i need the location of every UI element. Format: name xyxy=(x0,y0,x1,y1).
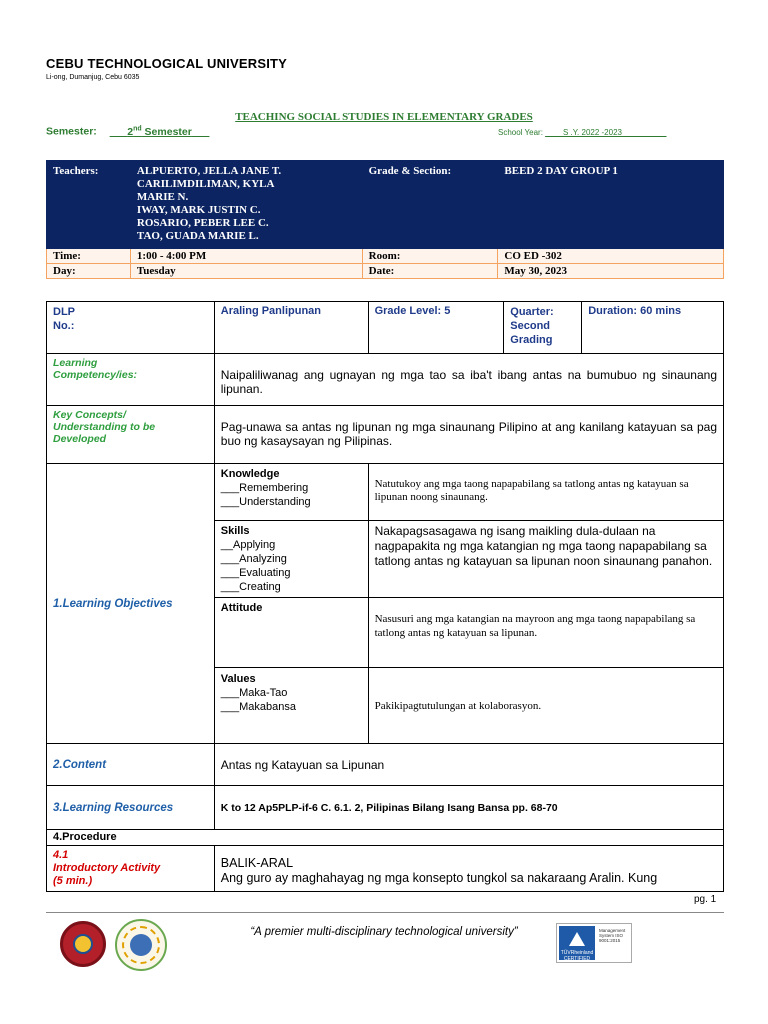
knowledge-text: Natutukoy ang mga taong napapabilang sa tatlong antas ng katayuan sa lipunan noong sinaunang. xyxy=(368,464,723,521)
teacher-name: CARILIMDILIMAN, KYLA xyxy=(136,178,275,190)
quarter-value: Second xyxy=(510,320,551,332)
dlp-label: DLP xyxy=(53,306,75,318)
teachers-label: Teachers: xyxy=(47,161,131,249)
content-text: Antas ng Katayuan sa Lipunan xyxy=(214,744,723,786)
values-item: ___Makabansa xyxy=(220,701,296,713)
competency-label-line: Learning xyxy=(53,357,98,369)
skills-item: ___Creating xyxy=(220,581,281,593)
intro-text: Ang guro ay maghahayag ng mga konsepto tungkol sa nakaraang Aralin. Kung xyxy=(220,871,658,885)
cert-text: Management System ISO 9001:2015 xyxy=(599,928,626,943)
quarter-cell xyxy=(504,302,582,354)
grade-level: Grade Level: 5 xyxy=(368,302,504,354)
quarter-value: Grading xyxy=(510,334,553,346)
day-value: Tuesday xyxy=(130,264,362,279)
footer-divider xyxy=(46,912,724,913)
footer-tagline: “A premier multi-disciplinary technological university” xyxy=(250,926,518,938)
dlp-label: No.: xyxy=(53,320,75,332)
intro-heading: BALIK-ARAL xyxy=(220,856,294,870)
tuv-triangle-icon xyxy=(569,932,585,946)
procedure-label: 4.Procedure xyxy=(47,830,724,846)
values-label: Values xyxy=(220,673,256,685)
values-item: ___Maka-Tao xyxy=(220,687,288,699)
skills-text: Nakapagsasagawa ng isang maikling dula-dulaan na nagpapakita ng mga katangian ng mga taong napapabilang sa tatlong antas ng katayuan sa lipunan noon sinaunang panahon. xyxy=(368,521,723,598)
time-value: 1:00 - 4:00 PM xyxy=(130,249,362,264)
key-label-line: Developed xyxy=(53,433,107,445)
semester-value: ___2nd Semester___ xyxy=(109,125,210,138)
intro-activity-label xyxy=(47,846,215,892)
intro-activity-cell xyxy=(214,846,723,892)
date-value: May 30, 2023 xyxy=(498,264,724,279)
lesson-plan-table xyxy=(46,301,724,892)
day-label: Day: xyxy=(47,264,131,279)
key-concepts-label xyxy=(47,406,215,464)
time-label: Time: xyxy=(47,249,131,264)
course-title: TEACHING SOCIAL STUDIES IN ELEMENTARY GRADES xyxy=(235,111,533,123)
content-label: 2.Content xyxy=(47,744,215,786)
resources-label: 3.Learning Resources xyxy=(47,786,215,830)
teacher-name: ALPUERTO, JELLA JANE T. xyxy=(136,165,282,177)
university-address: Li-ong, Dumanjug, Cebu 6035 xyxy=(46,74,140,81)
subject: Araling Panlipunan xyxy=(214,302,368,354)
school-year-text: S .Y. 2022 -2023 xyxy=(562,128,622,137)
attitude-cell xyxy=(214,598,368,668)
school-year-value: ____S .Y. 2022 -2023__________ xyxy=(545,128,667,137)
competency-label xyxy=(47,354,215,406)
teacher-name: TAO, GUADA MARIE L. xyxy=(136,230,259,242)
quarter-label: Quarter: xyxy=(510,306,554,318)
competency-text: Naipaliliwanag ang ugnayan ng mga tao sa iba't ibang antas na bumubuo ng sinaunang lipunan. xyxy=(214,354,723,406)
semester-label: Semester: xyxy=(46,125,97,138)
grade-section-value: BEED 2 DAY GROUP 1 xyxy=(498,161,724,249)
skills-item: __Applying xyxy=(220,539,276,551)
grade-section-label: Grade & Section: xyxy=(362,161,498,249)
key-label-line: Understanding to be xyxy=(53,421,156,433)
knowledge-item: ___Remembering xyxy=(220,482,309,494)
intro-label-line: Introductory Activity xyxy=(53,862,161,874)
teacher-name: ROSARIO, PEBER LEE C. xyxy=(136,217,269,229)
cert-badge-text: TÜVRheinland CERTIFIED xyxy=(560,950,594,962)
knowledge-item: ___Understanding xyxy=(220,496,311,508)
teacher-name: IWAY, MARK JUSTIN C. xyxy=(136,204,261,216)
knowledge-label: Knowledge xyxy=(220,468,280,480)
learning-objectives-label: 1.Learning Objectives xyxy=(47,464,215,744)
competency-label-line: Competency/ies: xyxy=(53,369,138,381)
key-label-line: Key Concepts/ xyxy=(53,409,126,421)
school-year-label: School Year: xyxy=(498,128,543,137)
attitude-label: Attitude xyxy=(220,602,263,614)
iso-certification-logo xyxy=(556,923,632,963)
intro-label-line: 4.1 xyxy=(53,849,69,861)
teacher-info-table xyxy=(46,160,724,279)
key-concepts-text: Pag-unawa sa antas ng lipunan ng mga sinaunang Pilipino at ang kanilang katayuan sa pag buo ng kasaysayan ng Pilipinas. xyxy=(214,406,723,464)
page-number: pg. 1 xyxy=(694,894,717,905)
university-name: CEBU TECHNOLOGICAL UNIVERSITY xyxy=(46,56,288,71)
semester-num: 2 xyxy=(127,125,134,138)
school-year-line xyxy=(498,128,666,137)
skills-item: ___Analyzing xyxy=(220,553,287,565)
teachers-list xyxy=(130,161,362,249)
skills-label: Skills xyxy=(220,525,250,537)
intro-label-line: (5 min.) xyxy=(53,875,93,887)
values-text: Pakikipagtutulungan at kolaborasyon. xyxy=(368,668,723,744)
skills-item: ___Evaluating xyxy=(220,567,291,579)
knowledge-cell xyxy=(214,464,368,521)
duration: Duration: 60 mins xyxy=(582,302,724,354)
values-cell xyxy=(214,668,368,744)
tuv-badge xyxy=(559,926,595,960)
date-label: Date: xyxy=(362,264,498,279)
dlp-number-cell xyxy=(47,302,215,354)
room-label: Room: xyxy=(362,249,498,264)
semester-sup: nd xyxy=(133,125,142,132)
semester-word: Semester xyxy=(141,125,192,138)
semester-line xyxy=(46,125,209,138)
skills-cell xyxy=(214,521,368,598)
resources-text: K to 12 Ap5PLP-if-6 C. 6.1. 2, Pilipinas Bilang Isang Bansa pp. 68-70 xyxy=(214,786,723,830)
room-value: CO ED -302 xyxy=(498,249,724,264)
attitude-text: Nasusuri ang mga katangian na mayroon ang mga taong napapabilang sa tatlong antas ng katayuan sa lipunan. xyxy=(368,598,723,668)
teacher-name: MARIE N. xyxy=(136,191,189,203)
